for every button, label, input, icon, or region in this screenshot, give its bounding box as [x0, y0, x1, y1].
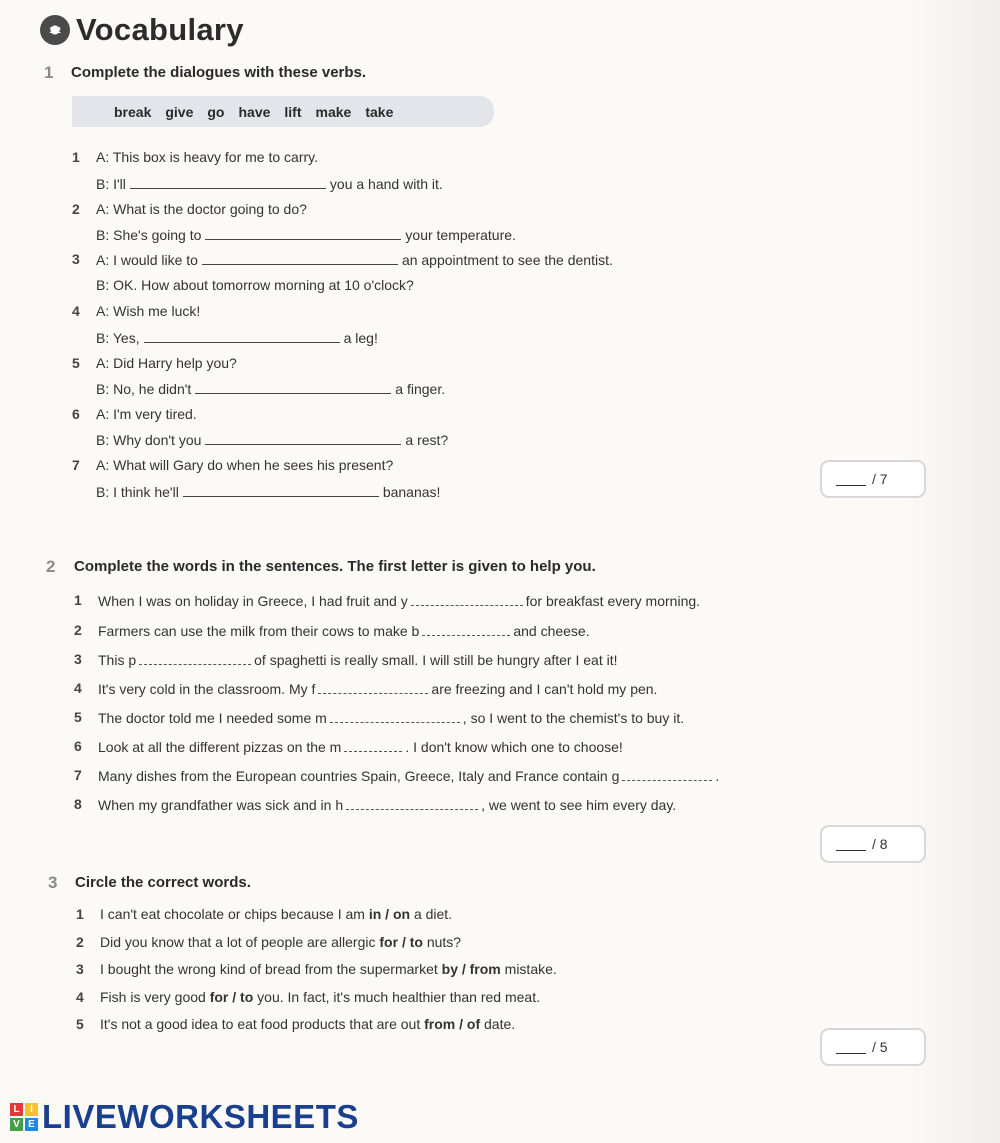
s1-item-3-b: B: OK. How about tomorrow morning at 10 o'clock? — [96, 277, 414, 293]
section-1-score-total: / 7 — [872, 471, 888, 487]
section-2-instruction: Complete the words in the sentences. The first letter is given to help you. — [74, 558, 596, 575]
s2-item-6 — [98, 738, 623, 755]
section-1-number: 1 — [44, 63, 54, 82]
brand-name: LIVEWORKSHEETS — [42, 1098, 359, 1135]
word-blank-4[interactable] — [318, 680, 428, 694]
page-title: Vocabulary — [76, 12, 244, 47]
answer-blank-2[interactable] — [205, 226, 401, 240]
verb-make: make — [315, 103, 352, 120]
liveworksheets-brand[interactable] — [10, 1098, 359, 1136]
s1-item-1-b — [96, 175, 443, 192]
s2-item-number: 1 — [74, 592, 82, 608]
s2-item-number: 7 — [74, 767, 82, 783]
s1-item-number: 3 — [72, 251, 80, 267]
s1-item-7-b — [96, 483, 440, 500]
liveworksheets-logo-icon — [10, 1103, 38, 1131]
word-blank-1[interactable] — [411, 592, 523, 606]
s3-item-2-post: nuts? — [426, 934, 462, 950]
s1-item-number: 4 — [72, 303, 80, 319]
s2-item-5-pre: The doctor told me I needed some m — [98, 710, 327, 726]
s1-item-3-a — [96, 251, 613, 268]
s1-item-2-a: A: What is the doctor going to do? — [96, 201, 307, 217]
s2-item-8-post: , we went to see him every day. — [481, 797, 677, 813]
s2-item-6-post: . I don't know which one to choose! — [405, 739, 623, 755]
verb-give: give — [165, 103, 194, 120]
verb-word-bank — [72, 96, 494, 127]
logo-letter-v: V — [10, 1118, 23, 1131]
s1-item-5-b — [96, 380, 445, 397]
s3-item-number: 2 — [76, 934, 84, 950]
s2-item-3 — [98, 651, 618, 668]
s2-item-number: 2 — [74, 622, 82, 638]
s3-item-number: 1 — [76, 906, 84, 922]
verb-take: take — [365, 103, 394, 120]
score-input-line[interactable] — [836, 1041, 866, 1054]
s2-item-number: 6 — [74, 738, 82, 754]
s1-item-3-a-pre: A: I would like to — [96, 252, 198, 268]
s3-item-3-post: mistake. — [504, 961, 557, 977]
s1-item-2-b-post: your temperature. — [405, 227, 516, 243]
word-choice-1[interactable]: in / on — [368, 906, 411, 922]
s2-item-7-pre: Many dishes from the European countries Spain, Greece, Italy and France contain g — [98, 768, 620, 784]
s2-item-3-post: of spaghetti is really small. I will still be hungry after I eat it! — [254, 652, 618, 668]
s3-item-number: 4 — [76, 989, 84, 1005]
s1-item-number: 2 — [72, 201, 80, 217]
s1-item-5-a: A: Did Harry help you? — [96, 355, 237, 371]
s2-item-1-post: for breakfast every morning. — [525, 593, 701, 609]
s1-item-5-b-pre: B: No, he didn't — [96, 381, 192, 397]
s1-item-1-b-post: you a hand with it. — [329, 176, 443, 192]
s2-item-1 — [98, 592, 700, 609]
s1-item-7-a: A: What will Gary do when he sees his present? — [96, 457, 394, 473]
verb-break: break — [114, 103, 152, 120]
word-blank-8[interactable] — [346, 796, 478, 810]
s3-item-2 — [100, 934, 461, 950]
s2-item-7 — [98, 767, 719, 784]
verb-go: go — [207, 103, 225, 120]
word-blank-2[interactable] — [422, 622, 510, 636]
s1-item-5-b-post: a finger. — [395, 381, 446, 397]
s2-item-7-post: . — [715, 768, 720, 784]
s3-item-5-pre: It's not a good idea to eat food products that are out — [100, 1016, 421, 1032]
s2-item-2-post: and cheese. — [513, 623, 590, 639]
section-3-instruction: Circle the correct words. — [75, 874, 251, 891]
answer-blank-3[interactable] — [202, 251, 398, 265]
s2-item-number: 3 — [74, 651, 82, 667]
s2-item-4 — [98, 680, 657, 697]
s1-item-2-b-pre: B: She's going to — [96, 227, 202, 243]
s2-item-8 — [98, 796, 676, 813]
audio-cd-icon: 1-2 — [40, 15, 70, 45]
word-choice-4[interactable]: for / to — [209, 989, 254, 1005]
s3-item-2-pre: Did you know that a lot of people are allergic — [100, 934, 376, 950]
s3-item-3-pre: I bought the wrong kind of bread from the supermarket — [100, 961, 438, 977]
s1-item-6-b — [96, 431, 448, 448]
answer-blank-4[interactable] — [144, 329, 340, 343]
score-input-line[interactable] — [836, 473, 866, 486]
word-blank-6[interactable] — [344, 738, 402, 752]
s1-item-6-b-pre: B: Why don't you — [96, 432, 202, 448]
s1-item-7-b-pre: B: I think he'll — [96, 484, 179, 500]
answer-blank-1[interactable] — [130, 175, 326, 189]
s2-item-4-pre: It's very cold in the classroom. My f — [98, 681, 316, 697]
s3-item-number: 5 — [76, 1016, 84, 1032]
word-blank-3[interactable] — [139, 651, 251, 665]
s2-item-number: 8 — [74, 796, 82, 812]
s3-item-1-post: a diet. — [413, 906, 453, 922]
s2-item-2-pre: Farmers can use the milk from their cows to make b — [98, 623, 420, 639]
s1-item-4-b-post: a leg! — [343, 330, 378, 346]
answer-blank-5[interactable] — [195, 380, 391, 394]
logo-letter-e: E — [25, 1118, 38, 1131]
s1-item-number: 5 — [72, 355, 80, 371]
s1-item-6-b-post: a rest? — [405, 432, 449, 448]
s1-item-3-a-post: an appointment to see the dentist. — [401, 252, 613, 268]
section-1-instruction: Complete the dialogues with these verbs. — [71, 64, 367, 81]
verb-lift: lift — [284, 103, 302, 120]
word-blank-5[interactable] — [330, 709, 460, 723]
s1-item-4-b — [96, 329, 378, 346]
section-3-number: 3 — [48, 873, 58, 892]
s1-item-1-a: A: This box is heavy for me to carry. — [96, 149, 319, 165]
s3-item-3 — [100, 961, 557, 977]
section-2-score-total: / 8 — [872, 836, 888, 852]
s2-item-4-post: are freezing and I can't hold my pen. — [431, 681, 658, 697]
logo-letter-l: L — [10, 1103, 23, 1116]
word-blank-7[interactable] — [622, 767, 712, 781]
s1-item-7-b-post: bananas! — [382, 484, 441, 500]
s2-item-1-pre: When I was on holiday in Greece, I had fruit and y — [98, 593, 408, 609]
page-edge-shadow — [905, 0, 1000, 1143]
s2-item-2 — [98, 622, 590, 639]
answer-blank-6[interactable] — [205, 431, 401, 445]
score-input-line[interactable] — [836, 838, 866, 851]
word-choice-5[interactable]: from / of — [424, 1016, 481, 1032]
section-2-number: 2 — [46, 557, 56, 576]
s3-item-1-pre: I can't eat chocolate or chips because I am — [100, 906, 365, 922]
s1-item-4-b-pre: B: Yes, — [96, 330, 140, 346]
s1-item-number: 6 — [72, 406, 80, 422]
page-header — [40, 12, 244, 48]
s1-item-number: 7 — [72, 457, 80, 473]
section-3-score-box[interactable] — [820, 1028, 926, 1066]
word-choice-2[interactable]: for / to — [379, 934, 423, 950]
s2-item-8-pre: When my grandfather was sick and in h — [98, 797, 344, 813]
s1-item-6-a: A: I'm very tired. — [96, 406, 197, 422]
s3-item-4-post: you. In fact, it's much healthier than red meat. — [257, 989, 540, 1005]
s3-item-4 — [100, 989, 540, 1005]
s2-item-5-post: , so I went to the chemist's to buy it. — [462, 710, 685, 726]
logo-letter-i: I — [25, 1103, 38, 1116]
section-3-score-total: / 5 — [872, 1039, 888, 1055]
verb-have: have — [238, 103, 271, 120]
s1-item-2-b — [96, 226, 516, 243]
s1-item-number: 1 — [72, 149, 80, 165]
s3-item-5-post: date. — [484, 1016, 516, 1032]
s2-item-number: 4 — [74, 680, 82, 696]
s3-item-4-pre: Fish is very good — [100, 989, 206, 1005]
answer-blank-7[interactable] — [183, 483, 379, 497]
s2-item-5 — [98, 709, 684, 726]
s2-item-number: 5 — [74, 709, 82, 725]
s3-item-1 — [100, 906, 452, 922]
section-2-score-box[interactable] — [820, 825, 926, 863]
s1-item-4-a: A: Wish me luck! — [96, 303, 201, 319]
s2-item-3-pre: This p — [98, 652, 137, 668]
s1-item-1-b-pre: B: I'll — [96, 176, 126, 192]
s3-item-5 — [100, 1016, 515, 1032]
s2-item-6-pre: Look at all the different pizzas on the m — [98, 739, 342, 755]
s3-item-number: 3 — [76, 961, 84, 977]
section-1-score-box[interactable] — [820, 460, 926, 498]
word-choice-3[interactable]: by / from — [441, 961, 501, 977]
